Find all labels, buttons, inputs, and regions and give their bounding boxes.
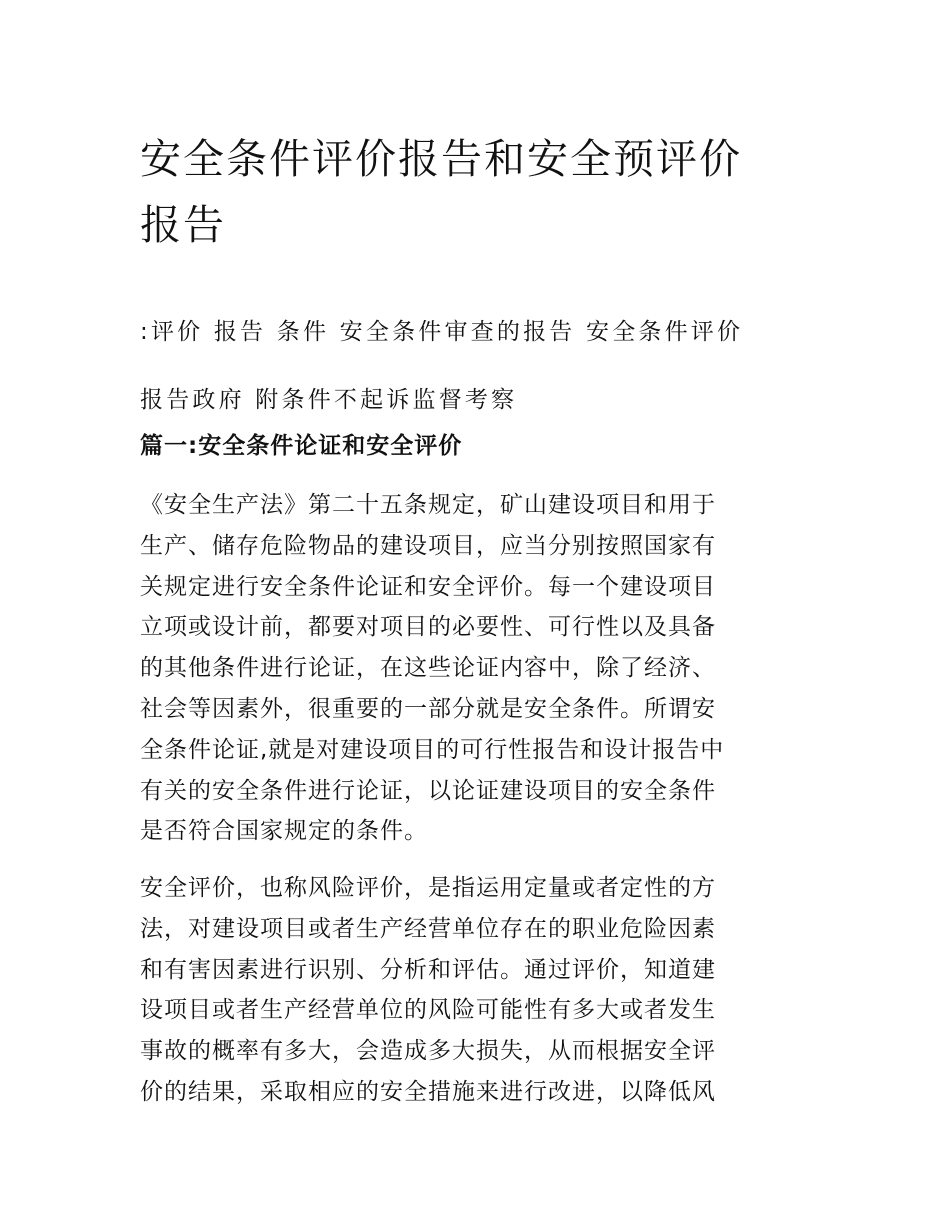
keywords <box>140 298 820 434</box>
paragraph-1-line: 生产、储存危险物品的建设项目，应当分别按照国家有 <box>140 532 716 559</box>
keywords-line-2: 报告政府 附条件不起诉监督考察 <box>140 387 518 413</box>
title-line-1: 安全条件评价报告和安全预评价 <box>140 135 742 183</box>
paragraph-1-line: 关规定进行安全条件论证和安全评价。每一个建设项目 <box>140 573 716 600</box>
paragraph-2-line: 事故的概率有多大，会造成多大损失，从而根据安全评 <box>140 1038 716 1065</box>
paragraph-1-line: 的其他条件进行论证，在这些论证内容中，除了经济、 <box>140 655 716 682</box>
paragraph-1-line: 社会等因素外，很重要的一部分就是安全条件。所谓安 <box>140 695 716 722</box>
section-heading: 篇一:安全条件论证和安全评价 <box>140 433 463 459</box>
title-line-2: 报告 <box>140 201 226 249</box>
paragraph-2-line: 安全评价，也称风险评价，是指运用定量或者定性的方 <box>140 875 716 901</box>
paragraph-1-line: 《安全生产法》第二十五条规定，矿山建设项目和用于 <box>140 492 716 518</box>
paragraph-1-line: 是否符合国家规定的条件。 <box>140 818 428 845</box>
paragraph-1-line: 全条件论证,就是对建设项目的可行性报告和设计报告中 <box>140 736 725 763</box>
paragraph-2 <box>140 868 820 1113</box>
paragraph-1 <box>140 485 820 852</box>
keywords-line-1: :评价 报告 条件 安全条件审查的报告 安全条件评价 <box>140 319 744 345</box>
paragraph-2-line: 和有害因素进行识别、分析和评估。通过评价，知道建 <box>140 956 716 983</box>
paragraph-1-line: 立项或设计前，都要对项目的必要性、可行性以及具备 <box>140 614 716 641</box>
document-title <box>140 126 810 258</box>
paragraph-2-line: 法，对建设项目或者生产经营单位存在的职业危险因素 <box>140 915 716 942</box>
paragraph-2-line: 价的结果，采取相应的安全措施来进行改进，以降低风 <box>140 1078 716 1105</box>
paragraph-1-line: 有关的安全条件进行论证，以论证建设项目的安全条件 <box>140 777 716 804</box>
paragraph-2-line: 设项目或者生产经营单位的风险可能性有多大或者发生 <box>140 997 716 1024</box>
